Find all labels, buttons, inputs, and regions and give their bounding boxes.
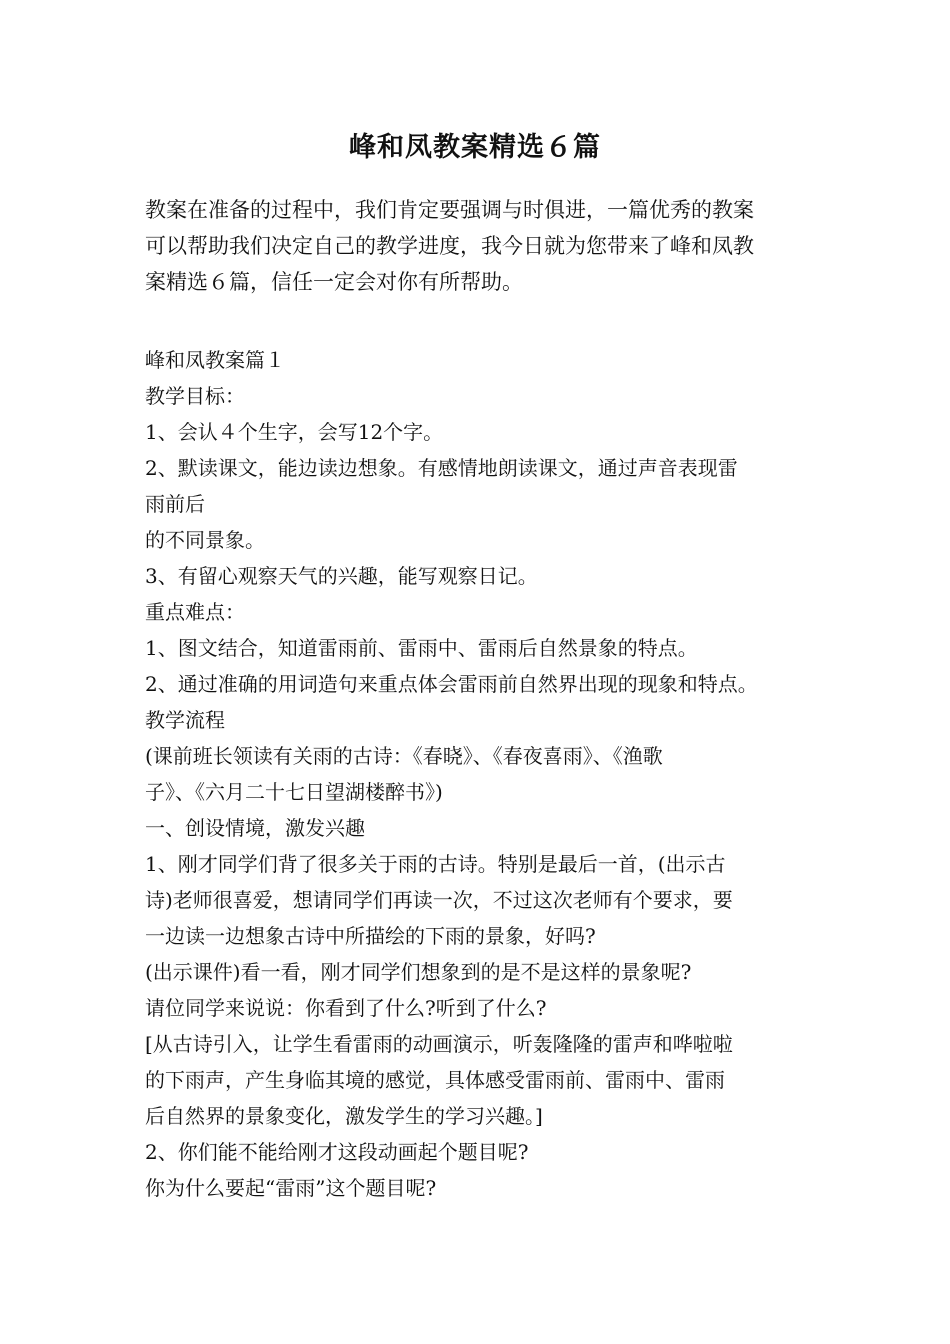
subheading-teaching-process: 教学流程	[145, 708, 225, 732]
body-line: 2、你们能不能给刚才这段动画起个题目呢?	[145, 1140, 529, 1164]
intro-line: 教案在准备的过程中，我们肯定要强调与时俱进，一篇优秀的教案	[145, 198, 754, 222]
body-line: 你为什么要起“雷雨”这个题目呢?	[145, 1176, 437, 1200]
body-line: 的不同景象。	[145, 528, 265, 552]
document-title: 峰和凤教案精选６篇	[349, 132, 601, 163]
body-line: 3、有留心观察天气的兴趣，能写观察日记。	[145, 564, 538, 588]
body-line: (课前班长领读有关雨的古诗：《春晓》、《春夜喜雨》、《渔歌	[145, 744, 663, 768]
body-line: (出示课件)看一看，刚才同学们想象到的是不是这样的景象呢?	[145, 960, 692, 984]
body-line: 请位同学来说说：你看到了什么?听到了什么?	[145, 996, 547, 1020]
body-line: 1、会认４个生字，会写12个字。	[145, 420, 444, 444]
body-line: 2、通过准确的用词造句来重点体会雷雨前自然界出现的现象和特点。	[145, 672, 758, 696]
body-line: 1、图文结合，知道雷雨前、雷雨中、雷雨后自然景象的特点。	[145, 636, 698, 660]
intro-line: 案精选６篇，信任一定会对你有所帮助。	[145, 270, 523, 294]
body-line: 1、刚才同学们背了很多关于雨的古诗。特别是最后一首，(出示古	[145, 852, 726, 876]
body-line: 一、创设情境，激发兴趣	[145, 816, 365, 840]
subheading-key-points: 重点难点：	[145, 600, 245, 624]
body-line: 的下雨声，产生身临其境的感觉，具体感受雷雨前、雷雨中、雷雨	[145, 1068, 725, 1092]
section-heading: 峰和凤教案篇１	[145, 348, 285, 372]
body-line: 诗)老师很喜爱，想请同学们再读一次，不过这次老师有个要求，要	[145, 888, 733, 912]
document-body	[145, 342, 825, 1206]
body-line: 雨前后	[145, 492, 205, 516]
body-line: [从古诗引入，让学生看雷雨的动画演示，听轰隆隆的雷声和哗啦啦	[145, 1032, 733, 1056]
intro-paragraph	[145, 192, 815, 300]
intro-line: 可以帮助我们决定自己的教学进度，我今日就为您带来了峰和凤教	[145, 234, 754, 258]
subheading-teaching-goals: 教学目标：	[145, 384, 245, 408]
body-line: 2、默读课文，能边读边想象。有感情地朗读课文，通过声音表现雷	[145, 456, 738, 480]
body-line: 后自然界的景象变化，激发学生的学习兴趣。]	[145, 1104, 543, 1128]
body-line: 子》、《六月二十七日望湖楼醉书》)	[145, 780, 443, 804]
body-line: 一边读一边想象古诗中所描绘的下雨的景象，好吗?	[145, 924, 596, 948]
